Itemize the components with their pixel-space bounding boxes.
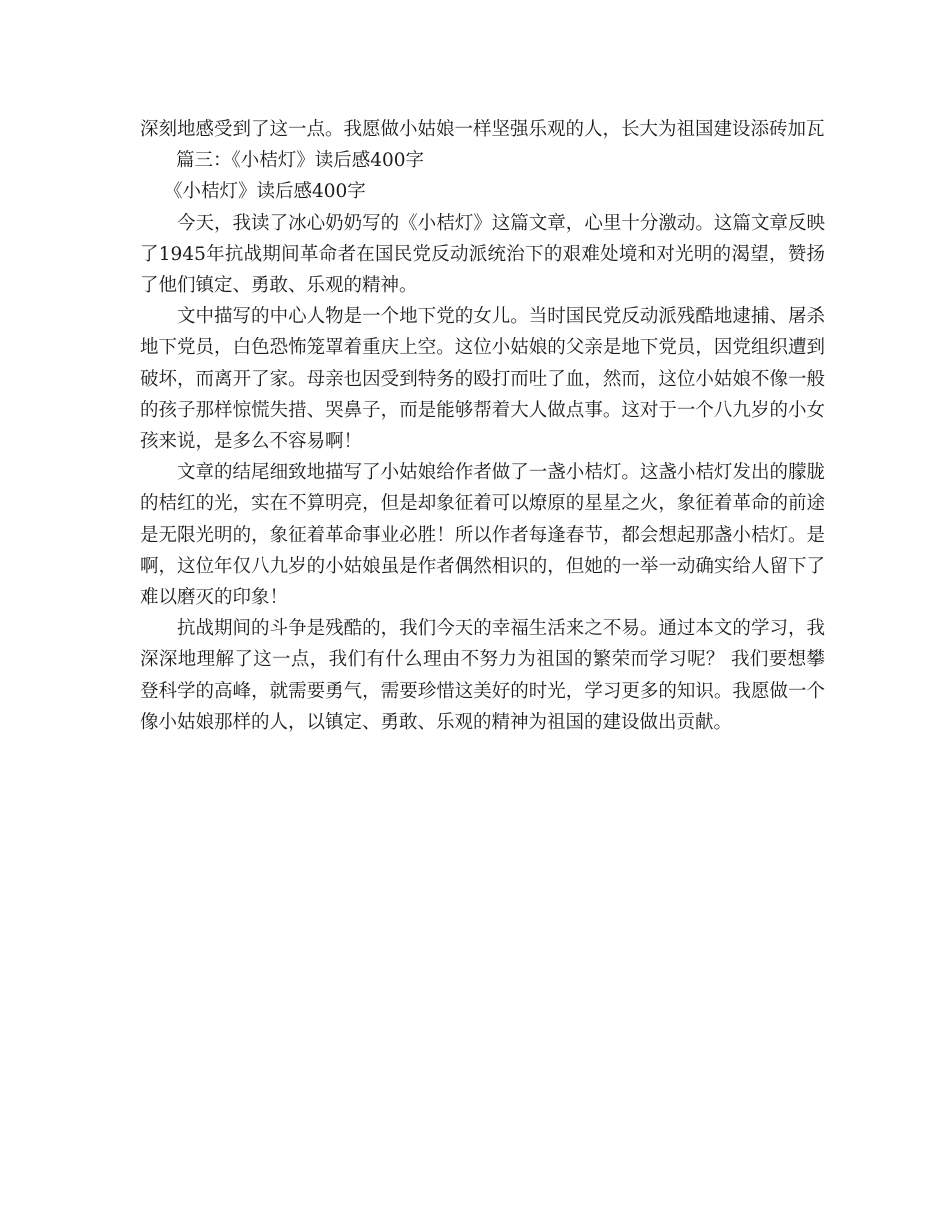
body-paragraph-1: 今天，我读了冰心奶奶写的《小桔灯》这篇文章，心里十分激动。这篇文章反映了1945年抗战期间革命者在国民党反动派统治下的艰难处境和对光明的渴望，赞扬了他们镇定、勇敢、乐观的精神。 [140,212,825,297]
continuation-paragraph: 深刻地感受到了这一点。我愿做小姑娘一样坚强乐观的人，长大为祖国建设添砖加瓦 [140,119,825,140]
body-paragraph-2: 文中描写的中心人物是一个地下党的女儿。当时国民党反动派残酷地逮捕、屠杀地下党员，白色恐怖笼罩着重庆上空。这位小姑娘的父亲是地下党员，因党组织遭到破坏，而离开了家。母亲也因受到特务的殴打而吐了血，然而，这位小姑娘不像一般的孩子那样惊慌失措、哭鼻子，而是能够帮着大人做点事。这对于一个八九岁的小女孩来说，是多么不容易啊！ [140,306,825,453]
section-heading: 篇三：《小桔灯》读后感400字 [176,150,425,172]
body-paragraph-3: 文章的结尾细致地描写了小姑娘给作者做了一盏小桔灯。这盏小桔灯发出的朦胧的桔红的光，实在不算明亮，但是却象征着可以燎原的星星之火，象征着革命的前途是无限光明的，象征着革命事业必胜！所以作者每逢春节，都会想起那盏小桔灯。是啊，这位年仅八九岁的小姑娘虽是作者偶然相识的，但她的一举一动确实给人留下了难以磨灭的印象！ [140,462,825,609]
document-body [140,114,825,738]
body-paragraph-4: 抗战期间的斗争是残酷的，我们今天的幸福生活来之不易。通过本文的学习，我深深地理解了这一点，我们有什么理由不努力为祖国的繁荣而学习呢？ 我们要想攀登科学的高峰，就需要勇气，需要珍惜这美好的时光，学习更多的知识。我愿做一个像小姑娘那样的人，以镇定、勇敢、乐观的精神为祖国的建设做出贡献。 [140,618,825,733]
essay-title: 《小桔灯》读后感400字 [164,181,366,203]
